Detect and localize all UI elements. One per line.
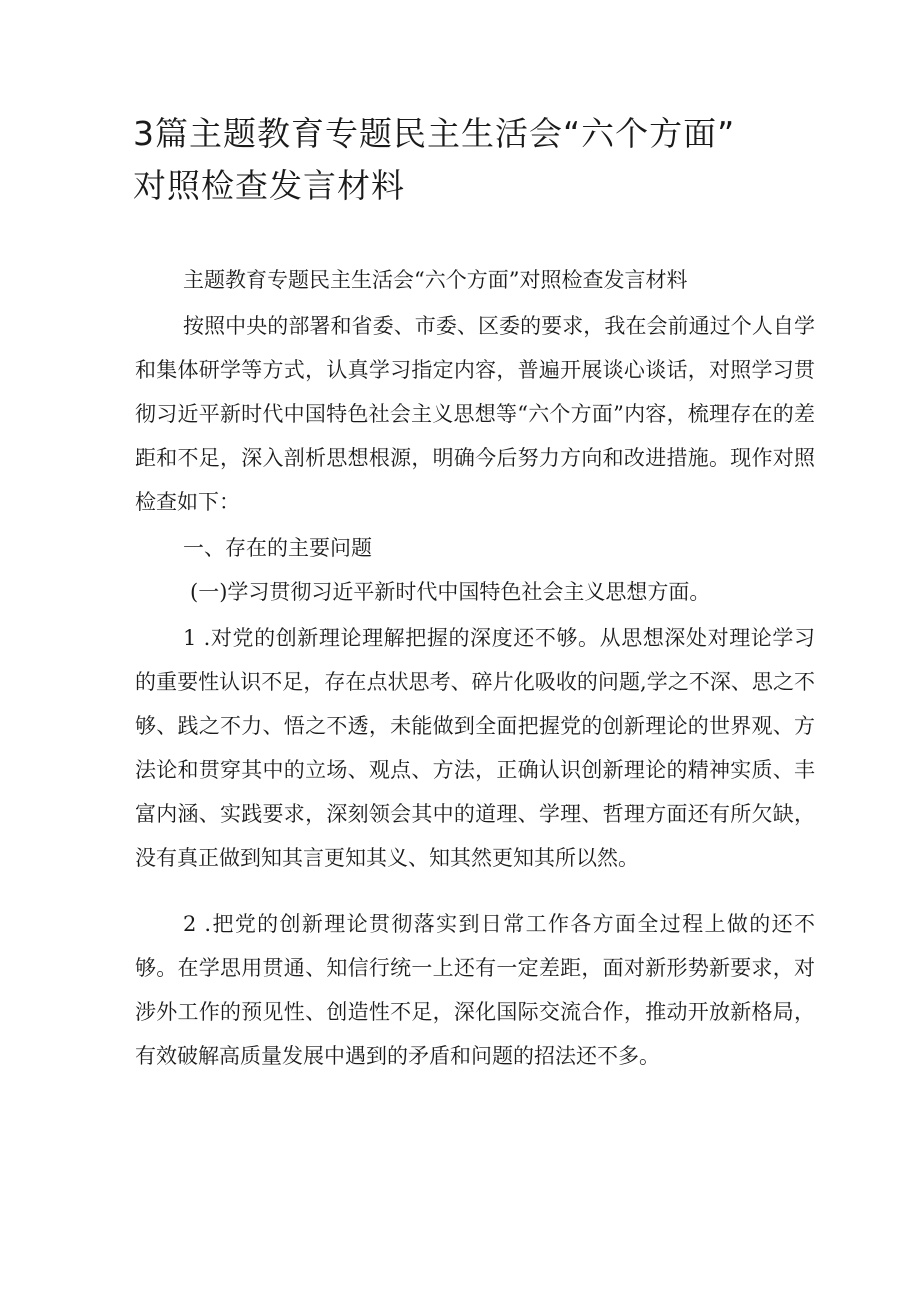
title-line-2: 对照检查发言材料	[133, 166, 405, 205]
section-heading: 一、存在的主要问题	[183, 536, 372, 560]
problem-item-2: 2 .把党的创新理论贯彻落实到日常工作各方面全过程上做的还不够。在学思用贯通、知信行统一上还有一定差距，面对新形势新要求，对涉外工作的预见性、创造性不足，深化国际交流合作，推动开放新格局，有效破解高质量发展中遇到的矛盾和问题的招法还不多。	[135, 912, 815, 1068]
document-subtitle: 主题教育专题民主生活会“六个方面”对照检查发言材料	[183, 268, 688, 292]
document-title	[133, 108, 813, 212]
document-body	[135, 258, 815, 1078]
title-line-1: 3篇主题教育专题民主生活会“六个方面”	[133, 114, 736, 153]
intro-paragraph: 按照中央的部署和省委、市委、区委的要求，我在会前通过个人自学和集体研学等方式，认真学习指定内容，普遍开展谈心谈话，对照学习贯彻习近平新时代中国特色社会主义思想等“六个方面”内容，梳理存在的差距和不足，深入剖析思想根源，明确今后努力方向和改进措施。现作对照检查如下：	[135, 314, 815, 514]
problem-item-1: 1 .对党的创新理论理解把握的深度还不够。从思想深处对理论学习的重要性认识不足，存在点状思考、碎片化吸收的问题,学之不深、思之不够、践之不力、悟之不透，未能做到全面把握党的创新理论的世界观、方法论和贯穿其中的立场、观点、方法，正确认识创新理论的精神实质、丰富内涵、实践要求，深刻领会其中的道理、学理、哲理方面还有所欠缺，没有真正做到知其言更知其义、知其然更知其所以然。	[135, 626, 815, 870]
subsection-heading: (一)学习贯彻习近平新时代中国特色社会主义思想方面。	[190, 580, 711, 604]
